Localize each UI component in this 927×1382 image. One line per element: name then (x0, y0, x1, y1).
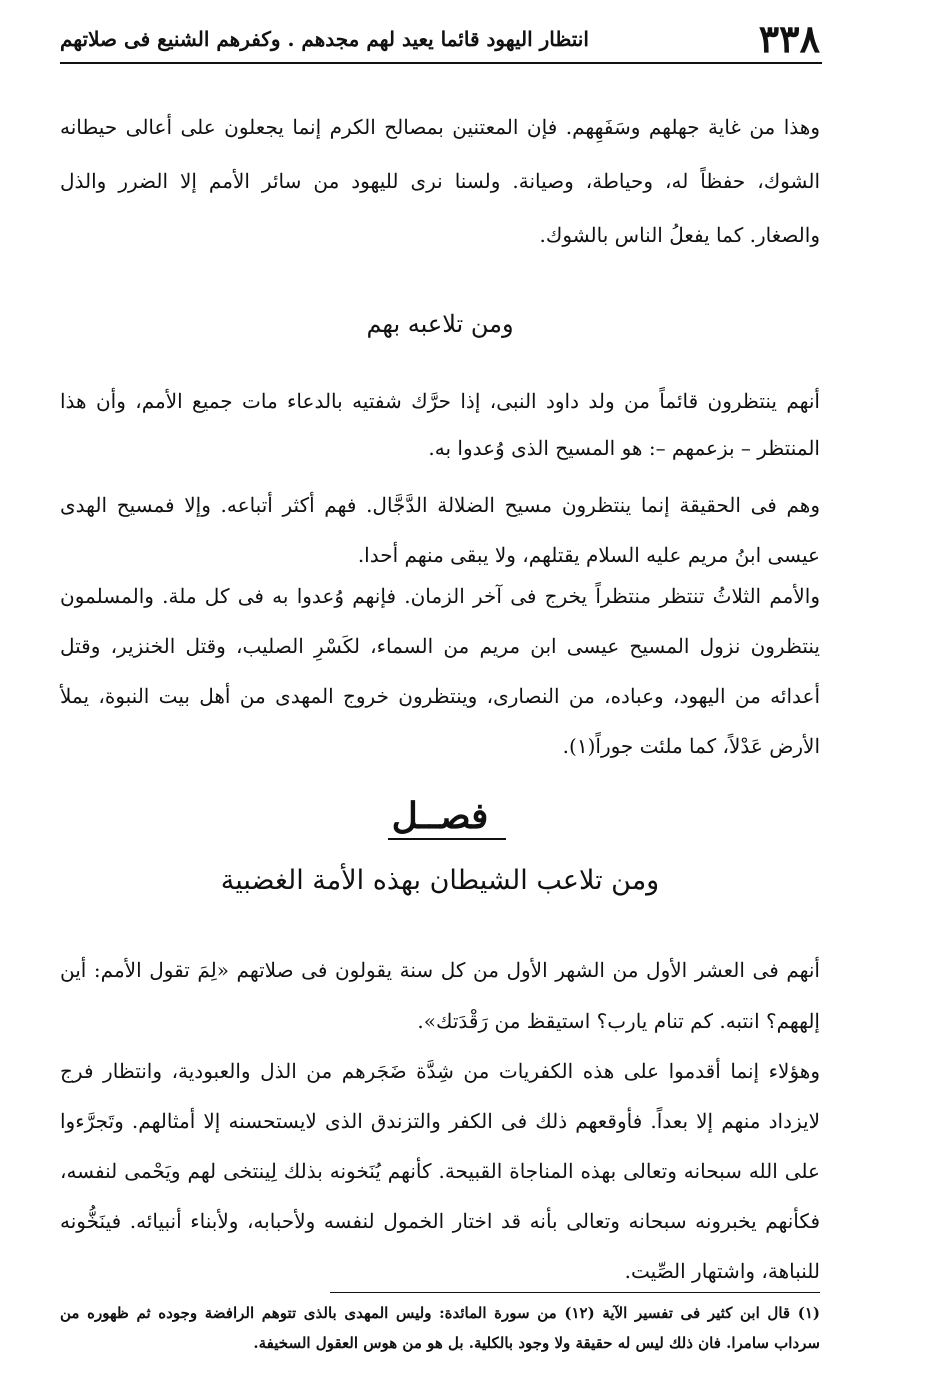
page-number: ٣٣٨ (758, 16, 820, 61)
section-1-title: ومن تلاعبه بهم (366, 310, 514, 338)
paragraph-3: وهم فى الحقيقة إنما ينتظرون مسيح الضلالة الدَّجَّال. فهم أكثر أتباعه. وإلا فمسيح الهدى عيسى ابنُ مريم عليه السلام يقتلهم، ولا يبقى منهم أحدا. (60, 493, 820, 567)
paragraph-1: وهذا من غاية جهلهم وسَفَهِهم. فإن المعتنين بمصالح الكرم إنما يجعلون على أعالى حيطانه الشوك، حفظاً له، وحياطة، وصيانة. ولسنا نرى لليهود من سائر الأمم إلا الضرر والذل والصغار. كما يفعلُ الناس بالشوك. (60, 115, 820, 247)
paragraph-5: أنهم فى العشر الأول من الشهر الأول من كل سنة يقولون فى صلاتهم «لِمَ تقول الأمم: أين إلههم؟ انتبه. كم تنام يارب؟ استيقظ من رَقْدَتك». (60, 958, 820, 1033)
paragraph-4: والأمم الثلاثُ تنتظر منتظراً يخرج فى آخر الزمان. فإنهم وُعدوا به فى كل ملة. والمسلمون ينتظرون نزول المسيح عيسى ابن مريم من السماء، لكَسْرِ الصليب، وقتل الخنزير، وقتل أعدائه من اليهود، وعباده، من النصارى، وينتظرون خروج المهدى من أهل بيت النبوة، يملأ الأرض عَدْلاً، كما ملئت جوراً(١). (60, 584, 820, 758)
header-rule (60, 62, 822, 64)
footnote: (١) قال ابن كثير فى تفسير الآية (١٢) من سورة المائدة: وليس المهدى بالذى تتوهم الرافضة وجوده ثم ظهوره من سرداب سامرا. فان ذلك ليس له حقيقة ولا وجود بالكلية. بل هو من هوس العقول السخيفة. (60, 1304, 820, 1352)
section-2-title: ومن تلاعب الشيطان بهذه الأمة الغضبية (220, 865, 660, 896)
footnote-rule (330, 1292, 820, 1293)
paragraph-2: أنهم ينتظرون قائماً من ولد داود النبى، إذا حرَّك شفتيه بالدعاء مات جميع الأمم، وأن هذا المنتظر – بزعمهم –: هو المسيح الذى وُعدوا به. (60, 389, 820, 460)
fasl-underline (388, 838, 506, 840)
running-head: انتظار اليهود قائما يعيد لهم مجدهم . وكفرهم الشنيع فى صلاتهم (60, 27, 589, 51)
paragraph-6: وهؤلاء إنما أقدموا على هذه الكفريات من شِدَّة ضَجَرهم من الذل والعبودية، وانتظار فرج لايزداد منهم إلا بعداً. فأوقعهم ذلك فى الكفر والتزندق الذى لايستحسنه إلا أمثالهم. وتَجرَّءوا على الله سبحانه وتعالى بهذه المناجاة القبيحة. كأنهم يُنَخونه بذلك لِينتخى لهم ويَحْمى لنفسه، فكأنهم يخبرونه سبحانه وتعالى بأنه قد اختار الخمول لنفسه ولأحبابه، ولأبناء أنبيائه. فينَخُّونه للنباهة، واشتهار الصِّيت. (60, 1059, 820, 1283)
page-header (60, 18, 820, 60)
fasl-heading: فصــل (391, 795, 489, 837)
